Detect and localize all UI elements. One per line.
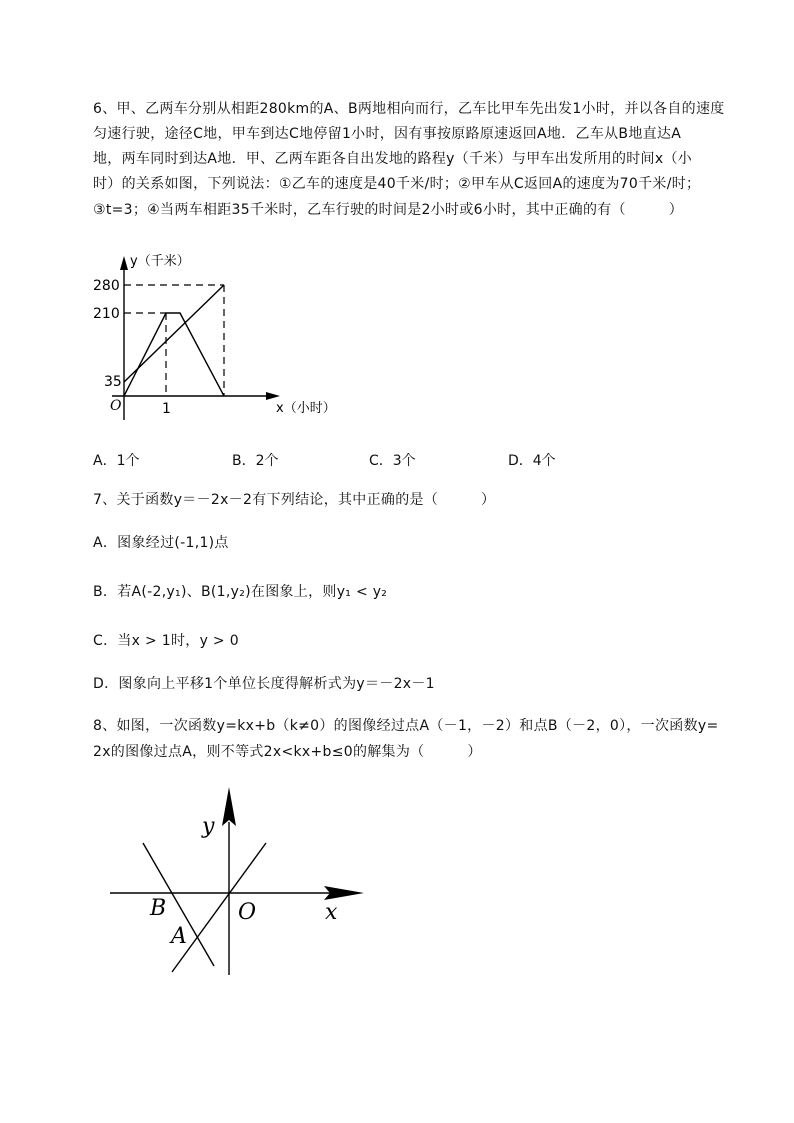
q6-line-5: ③t=3；④当两车相距35千米时，乙车行驶的时间是2小时或6小时，其中正确的有（ ） xyxy=(93,202,684,218)
q6-y-axis-label: y（千米） xyxy=(130,254,190,269)
q7-option-a: A．图象经过(-1,1)点 xyxy=(93,535,229,551)
q6-line-2: 匀速行驶，途径C地，甲车到达C地停留1小时，因有事按原路原速返回A地．乙车从B地直达A xyxy=(93,126,682,142)
q8-origin-label: O xyxy=(238,900,257,925)
q7-option-b: B．若A(-2,y₁)、B(1,y₂)在图象上，则y₁ < y₂ xyxy=(93,584,388,600)
q8-x-arrow xyxy=(324,886,364,900)
q6-x-axis-label: x（小时） xyxy=(276,401,336,416)
q7-option-d: D．图象向上平移1个单位长度得解析式为y＝－2x－1 xyxy=(93,676,435,692)
q6-option-d: D．4个 xyxy=(508,453,556,469)
q8-y-label: y xyxy=(202,814,215,839)
q8-point-a-label: A xyxy=(171,924,187,949)
q7-stem: 7、关于函数y＝－2x－2有下列结论，其中正确的是（ ） xyxy=(93,492,496,508)
q8-line-1: 8、如图，一次函数y=kx+b（k≠0）的图像经过点A（－1，－2）和点B（－2，0），一次函数y= xyxy=(93,718,719,734)
q6-tick-35: 35 xyxy=(104,374,122,390)
q6-option-a: A．1个 xyxy=(93,453,140,469)
q8-line-2: 2x的图像过点A，则不等式2x<kx+b≤0的解集为（ ） xyxy=(93,744,482,760)
q8-point-b-label: B xyxy=(150,896,167,921)
q6-origin-label: O xyxy=(110,398,122,414)
q6-tick-x1: 1 xyxy=(162,401,171,417)
q8-x-label: x xyxy=(325,900,338,925)
q7-option-c: C．当x > 1时，y > 0 xyxy=(93,633,239,649)
q6-option-b: B．2个 xyxy=(232,453,279,469)
q6-tick-210: 210 xyxy=(93,306,120,322)
q6-line-3: 地，两车同时到达A地．甲、乙两车距各自出发地的路程y（千米）与甲车出发所用的时间x（小 xyxy=(93,151,693,167)
q6-option-c: C．3个 xyxy=(369,453,416,469)
q6-line-4: 时）的关系如图，下列说法：①乙车的速度是40千米/时；②甲车从C返回A的速度为70千米/时； xyxy=(93,176,701,192)
q6-line-1: 6、甲、乙两车分别从相距280km的A、B两地相向而行，乙车比甲车先出发1小时，并以各自的速度 xyxy=(93,101,725,117)
q8-y-arrow xyxy=(222,787,236,826)
q6-tick-280: 280 xyxy=(93,278,120,294)
